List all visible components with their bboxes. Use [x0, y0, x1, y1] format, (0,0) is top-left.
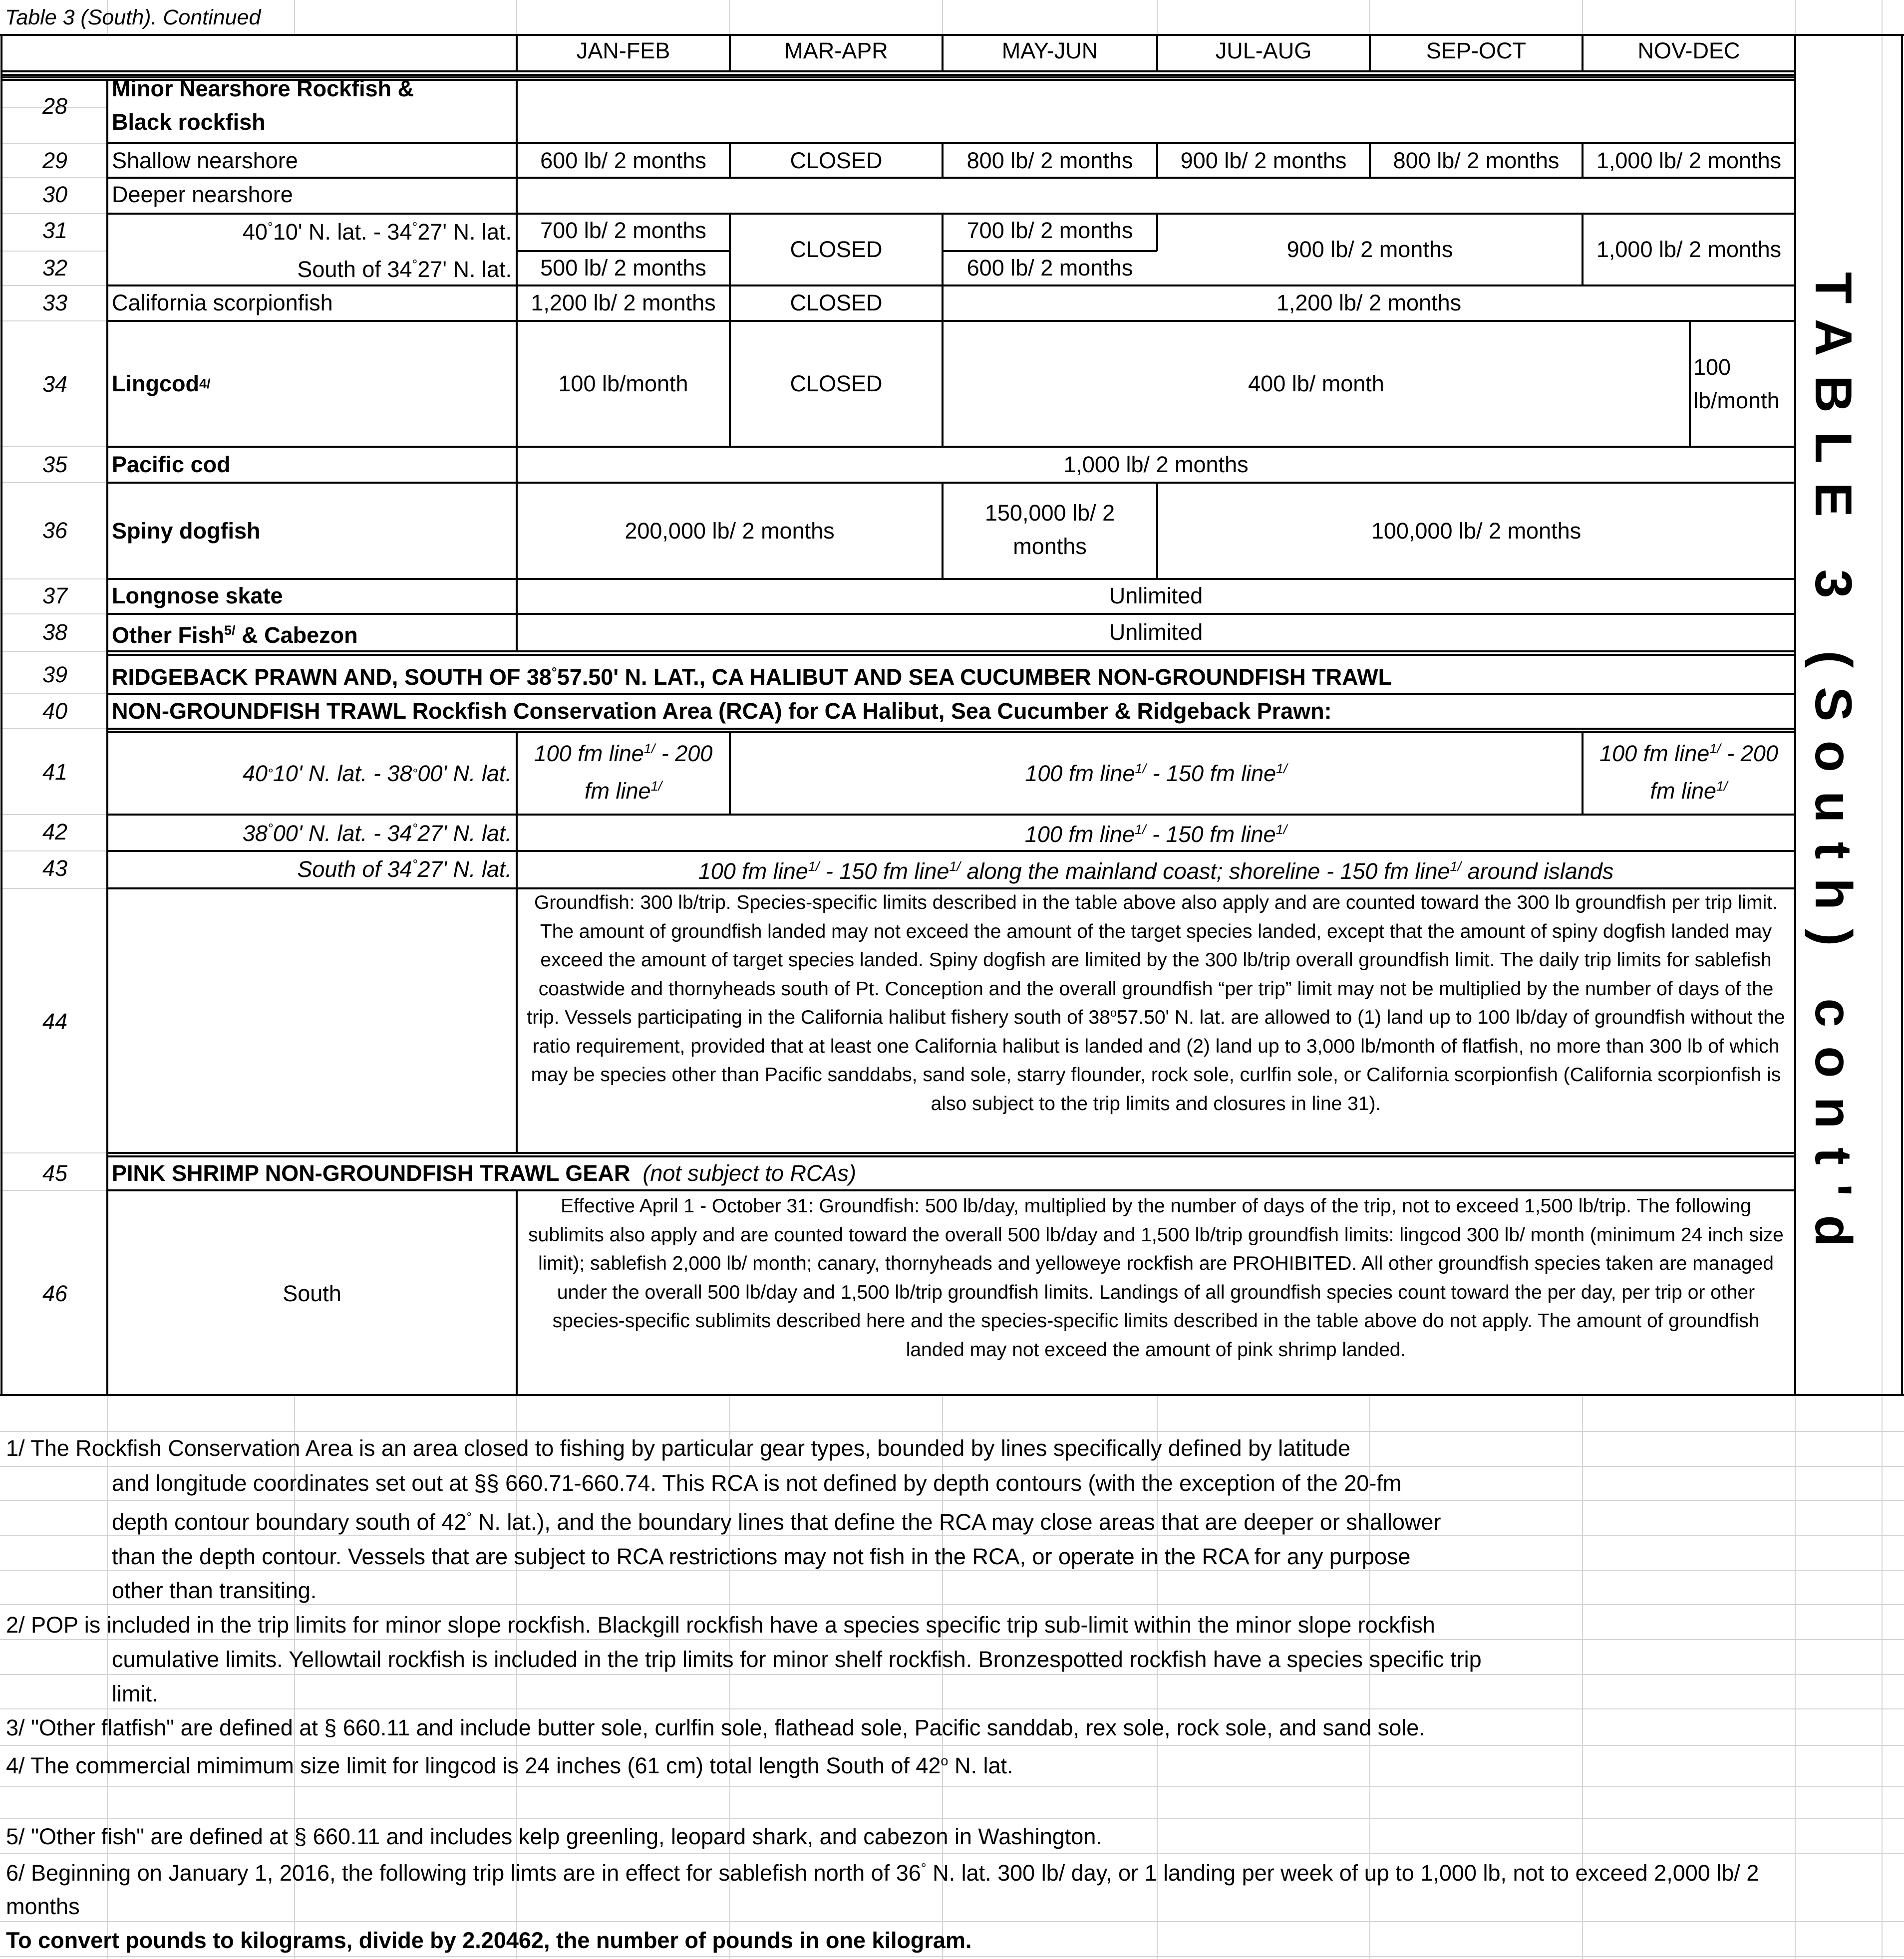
row-38-all: Unlimited [1109, 619, 1203, 645]
footnote-2-line2: cumulative limits. Yellowtail rockfish is included in the trip limits for minor shelf rockfish. Bronzespotted rockfish have a species specific trip [112, 1647, 1482, 1672]
row-43-area: South of 34°27' N. lat. [297, 856, 512, 882]
table-caption: Table 3 (South). Continued [5, 5, 261, 29]
row-33-may-dec: 1,200 lb/ 2 months [1276, 290, 1462, 315]
row-41-mar-oct: 100 fm line$^{1/}$ - 150 fm line$^{1/}$ [1025, 760, 1287, 786]
row-31-32-nov-dec: 1,000 lb/ 2 months [1596, 237, 1782, 262]
row-41-nov-dec-line1: 100 fm line$^{1/}$ - 200 [1599, 741, 1778, 766]
row-34-may-nov: 400 lb/ month [1248, 371, 1384, 396]
line-number: 42 [42, 819, 68, 844]
line-number: 37 [42, 583, 68, 608]
line-number: 46 [42, 1281, 68, 1306]
row-29-nov-dec: 1,000 lb/ 2 months [1596, 148, 1782, 173]
line-number: 45 [42, 1160, 68, 1186]
row-46-text: Effective April 1 - October 31: Groundfish: 500 lb/day, multiplied by the number of days of the trip, not to exceed 1,500 lb/trip. The following sublimits also apply and are counted toward the overall 500 lb/day and 1,500 lb/trip groundfish limits: lingcod 300 lb/ month (minimum 24 inch size limit); sablefish 2,000 lb/ month; canary, thornyheads and yelloweye rockfish are PROHIBITED. All other groundfish species taken are managed under the overall 500 lb/day and 1,500 lb/trip groundfish limits. Landings of all groundfish species count toward the per day, per trip or other species-specific sublimits described here and the species-specific limits described in the table above do not apply. The amount of groundfish landed may not exceed the amount of pink shrimp landed. [528, 1195, 1784, 1361]
row-39-heading: RIDGEBACK PRAWN AND, SOUTH OF 38°57.50' N. LAT., CA HALIBUT AND SEA CUCUMBER NON-GROUNDFISH TRAWL [112, 664, 1392, 690]
row-29-jul-aug: 900 lb/ 2 months [1180, 148, 1347, 173]
header-sep-oct: SEP-OCT [1426, 38, 1527, 63]
row-28-label-line2: Black rockfish [112, 109, 266, 135]
row-32-area: South of 34°27' N. lat. [297, 257, 512, 282]
footnote-6-line2: months [6, 1894, 80, 1919]
row-33-label: California scorpionfish [112, 290, 333, 315]
row-36-jul-dec: 100,000 lb/ 2 months [1371, 518, 1582, 544]
footnote-1-line1: 1/ The Rockfish Conservation Area is an area closed to fishing by particular gear types, bounded by lines specifically defined by latitude [6, 1435, 1351, 1461]
line-number: 39 [42, 662, 68, 687]
footnote-1-line2: and longitude coordinates set out at §§ 660.71-660.74. This RCA is not defined by depth contours (with the exception of the 20-fm [112, 1470, 1402, 1496]
row-28-label-line1: Minor Nearshore Rockfish & [112, 76, 414, 101]
footnote-2-line1: 2/ POP is included in the trip limits for minor slope rockfish. Blackgill rockfish have a species specific trip sub-limit within the minor slope rockfish [6, 1612, 1435, 1638]
line-number: 30 [42, 182, 68, 207]
footnote-1-line3: depth contour boundary south of 42° N. lat.), and the boundary lines that define the RCA may close areas that are deeper or shallower [112, 1509, 1441, 1535]
row-34-jan-feb: 100 lb/month [558, 371, 688, 396]
line-number: 40 [42, 698, 68, 724]
row-36-jan-apr: 200,000 lb/ 2 months [625, 518, 835, 544]
row-42-all: 100 fm line$^{1/}$ - 150 fm line$^{1/}$ [1024, 822, 1287, 847]
row-31-jan-feb: 700 lb/ 2 months [540, 218, 706, 243]
line-number: 43 [42, 855, 68, 881]
row-36-may-jun-line1: 150,000 lb/ 2 [984, 500, 1115, 526]
row-40-heading: NON-GROUNDFISH TRAWL Rockfish Conservation Area (RCA) for CA Halibut, Sea Cucumber & Ridgeback Prawn: [112, 698, 1332, 724]
row-44-text: Groundfish: 300 lb/trip. Species-specific limits described in the table above also apply and are counted toward the 300 lb groundfish per trip limit. The amount of groundfish landed may not exceed the amount of the target species landed, except that the amount of spiny dogfish landed may exceed the amount of target species landed. Spiny dogfish are limited by the 300 lb/trip overall groundfish limit. The daily trip limits for sablefish coastwide and thornyheads south of Pt. Conception and the overall groundfish “per trip” limit may not be multiplied by the number of days of the trip. Vessels participating in the California halibut fishery south of 38$^o$57.50' N. lat. are allowed to (1) land up to 100 lb/day of groundfish without the ratio requirement, provided that at least one California halibut is landed and (2) land up to 3,000 lb/month of flatfish, no more than 300 lb of which may be species other than Pacific sanddabs, sand sole, starry flounder, rock sole, curlfin sole, or California scorpionfish (California scorpionfish is also subject to the trip limits and closures in line 31). [527, 892, 1785, 1115]
conversion-note: To convert pounds to kilograms, divide by 2.20462, the number of pounds in one kilogram. [6, 1928, 972, 1953]
row-29-jan-feb: 600 lb/ 2 months [540, 148, 706, 173]
footnote-6-line1: 6/ Beginning on January 1, 2016, the following trip limts are in effect for sablefish north of 36° N. lat. 300 lb/ day, or 1 landing per week of up to 1,000 lb, not to exceed 2,000 lb/ 2 [6, 1860, 1759, 1886]
row-29-label: Shallow nearshore [112, 148, 298, 173]
footnote-3: 3/ "Other flatfish" are defined at § 660.11 and include butter sole, curlfin sole, flathead sole, Pacific sanddab, rex sole, rock sole, and sand sole. [6, 1715, 1425, 1740]
row-41-jan-feb-line2: fm line$^{1/}$ [584, 778, 662, 804]
row-34-label: Lingcod 4/ [112, 371, 211, 396]
header-jan-feb: JAN-FEB [576, 38, 670, 63]
row-37-all: Unlimited [1109, 583, 1203, 608]
row-34-end-line2: lb/month [1693, 388, 1780, 413]
footnote-4: 4/ The commercial mimimum size limit for lingcod is 24 inches (61 cm) total length South of 42$^o$ N. lat. [6, 1753, 1013, 1778]
footnote-1-line4: than the depth contour. Vessels that are subject to RCA restrictions may not fish in the RCA, or operate in the RCA for any purpose [112, 1544, 1411, 1569]
row-43-all: 100 fm line$^{1/}$ - 150 fm line$^{1/}$ along the mainland coast; shoreline - 150 fm line$^{1/}$ around islands [698, 858, 1614, 884]
footnote-1-line5: other than transiting. [112, 1578, 317, 1603]
row-41-area: 40 ° 10' N. lat. - 38 ° 00' N. lat. [242, 760, 512, 786]
row-29-may-jun: 800 lb/ 2 months [966, 148, 1133, 173]
line-number: 33 [42, 290, 68, 315]
row-46-area: South [283, 1281, 341, 1306]
row-35-all: 1,000 lb/ 2 months [1063, 452, 1249, 477]
header-may-jun: MAY-JUN [1001, 38, 1098, 63]
side-title: TABLE 3 (South) cont'd [1804, 272, 1862, 1266]
row-31-area: 40°10' N. lat. - 34°27' N. lat. [242, 219, 512, 245]
row-35-label: Pacific cod [112, 452, 231, 477]
row-38-label: Other Fish$^{5/}$ & Cabezon [112, 622, 358, 648]
row-33-mar-apr: CLOSED [790, 290, 883, 315]
line-number: 38 [42, 619, 68, 645]
row-29-mar-apr: CLOSED [790, 148, 883, 173]
header-nov-dec: NOV-DEC [1637, 38, 1740, 63]
row-30-label: Deeper nearshore [112, 182, 293, 207]
row-32-jan-feb: 500 lb/ 2 months [540, 255, 706, 280]
header-jul-aug: JUL-AUG [1215, 38, 1312, 63]
row-36-label: Spiny dogfish [112, 518, 261, 544]
header-mar-apr: MAR-APR [784, 38, 888, 63]
row-34-end-line1: 100 [1693, 354, 1731, 380]
line-number: 32 [42, 255, 68, 280]
line-number: 29 [42, 148, 68, 173]
footnote-2-line3: limit. [112, 1681, 158, 1706]
line-number: 35 [42, 452, 68, 477]
line-number: 36 [42, 518, 68, 543]
row-36-may-jun-line2: months [1013, 534, 1087, 559]
row-45-heading: PINK SHRIMP NON-GROUNDFISH TRAWL GEAR (not subject to RCAs) [112, 1160, 857, 1186]
line-number: 31 [42, 218, 68, 243]
row-41-nov-dec-line2: fm line$^{1/}$ [1650, 778, 1728, 804]
row-41-jan-feb-line1: 100 fm line$^{1/}$ - 200 [534, 741, 713, 766]
line-number: 34 [42, 371, 68, 397]
row-42-area: 38°00' N. lat. - 34°27' N. lat. [242, 821, 512, 846]
row-33-jan-feb: 1,200 lb/ 2 months [531, 290, 716, 315]
row-31-may-jun: 700 lb/ 2 months [966, 218, 1133, 243]
row-32-may-jun: 600 lb/ 2 months [966, 255, 1133, 280]
row-29-sep-oct: 800 lb/ 2 months [1393, 148, 1560, 173]
line-number: 28 [42, 93, 68, 119]
line-number: 41 [42, 759, 68, 785]
row-37-label: Longnose skate [112, 583, 283, 608]
row-34-mar-apr: CLOSED [790, 371, 883, 396]
row-31-32-mar-apr: CLOSED [790, 237, 883, 262]
footnote-5: 5/ "Other fish" are defined at § 660.11 and includes kelp greenling, leopard shark, and cabezon in Washington. [6, 1824, 1102, 1849]
row-31-32-jul-oct: 900 lb/ 2 months [1286, 237, 1453, 262]
line-number: 44 [42, 1009, 68, 1034]
